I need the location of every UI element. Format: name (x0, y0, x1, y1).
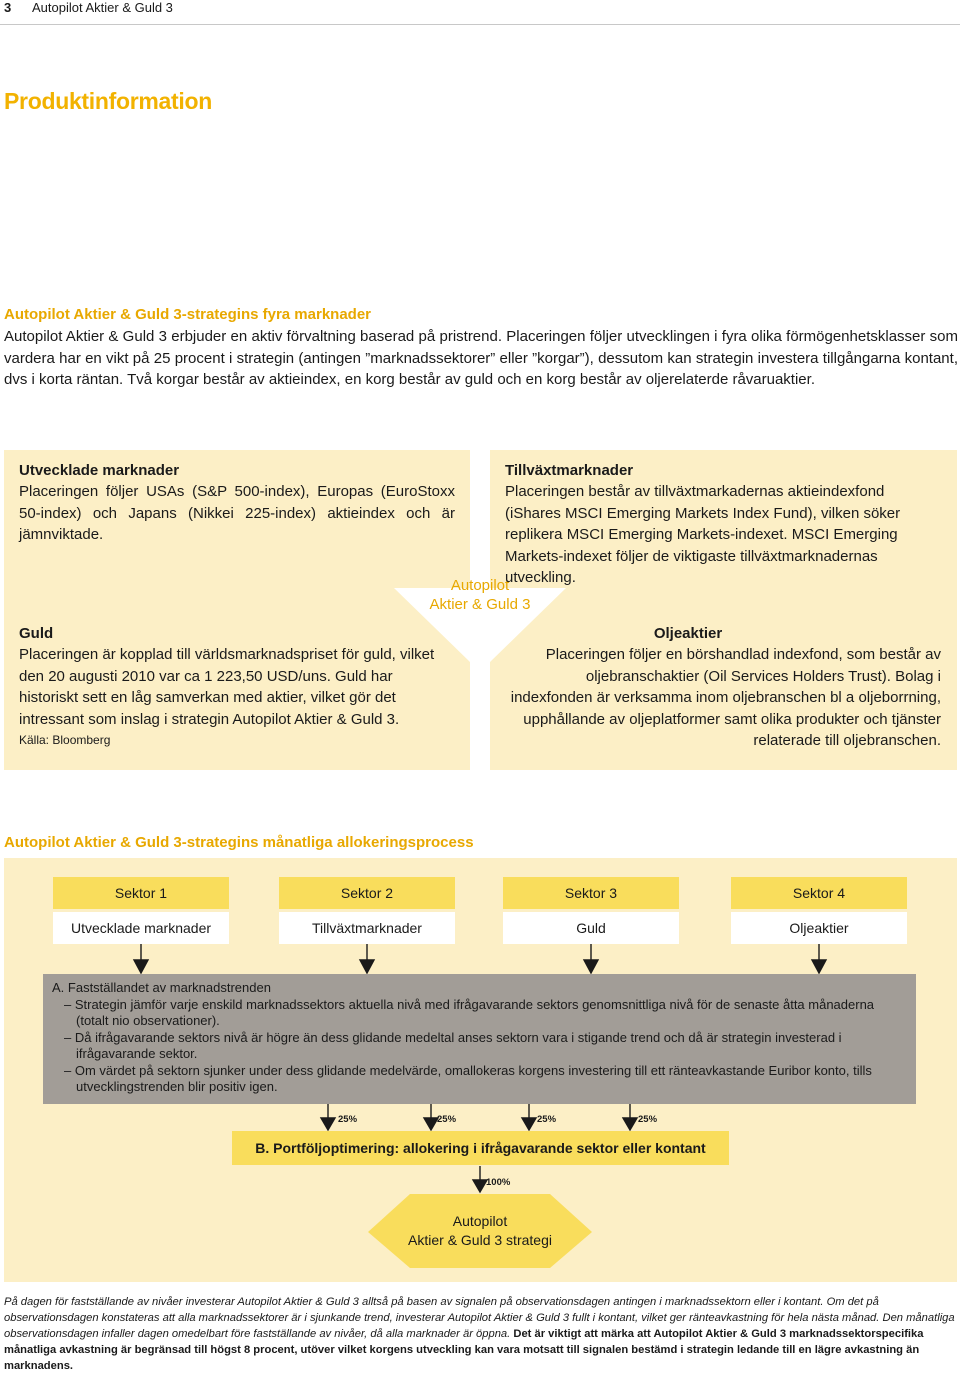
result-line-2: Aktier & Guld 3 strategi (408, 1232, 552, 1248)
market-3-label: Guld (503, 912, 679, 944)
quadrant-text: Placeringen följer en börshandlad indexfond, som består av oljebranschaktier (Oil Services Holders Trust). Bolag i indexfonden är verksamma inom oljebranschen bl a oljeborrning, upphållande av oljeplatformer samt olika produkter och tjänster relaterade till oljebranschen. (510, 646, 941, 749)
step-b-box: B. Portföljoptimering: allokering i ifrågavarande sektor eller kontant (232, 1131, 729, 1165)
section-title-markets: Autopilot Aktier & Guld 3-strategins fyra marknader (4, 306, 372, 323)
sector-1-label: Sektor 1 (53, 877, 229, 909)
arrow-down-icon (473, 1180, 487, 1192)
step-a-item-3: – Om värdet på sektorn sjunker under dess glidande medelvärde, omallokeras korgens investering till ett ränteavkastande Euribor konto, tills utvecklingstrenden blir positiv igen. (64, 1062, 872, 1094)
center-line-2: Aktier & Guld 3 (429, 596, 531, 613)
total-allocation: 100% (486, 1177, 511, 1188)
market-2-label: Tillväxtmarknader (279, 912, 455, 944)
quadrant-text: Placeringen består av tillväxtmarkadernas aktieindexfond (iShares MSCI Emerging Markets Index Fund), vilken söker replikera MSCI Emerging Markets-indexet. MSCI Emerging Markets-indexet följer de viktigaste tillväxtmarknadernas utveckling. (505, 483, 901, 586)
result-label (370, 1212, 590, 1250)
market-4-label: Oljeaktier (731, 912, 907, 944)
source-note: Källa: Bloomberg (19, 733, 111, 747)
step-a-item (43, 997, 916, 1096)
allocation-3: 25% (537, 1114, 557, 1125)
allocation-4: 25% (638, 1114, 658, 1125)
quadrant-heading: Utvecklade marknader (19, 462, 180, 479)
quadrant-emerging (505, 462, 941, 589)
step-a-item-1: – Strategin jämför varje enskild marknadssektors aktuella nivå med ifrågavarande sektors genomsnittliga nivå för de senaste åtta månaderna (totalt nio observationer). (64, 996, 875, 1028)
arrow-down-icon (812, 960, 826, 973)
result-line-1: Autopilot (452, 1213, 508, 1229)
allocation-1: 25% (338, 1114, 358, 1125)
quadrant-heading: Guld (19, 625, 54, 642)
step-a-box (43, 974, 916, 1104)
step-a-item-2: – Då ifrågavarande sektors nivå är högre än dess glidande medeltal anses sektorn vara i stigande trend och då är strategin investerad i ifrågavarande sektor. (64, 1029, 842, 1061)
intro-paragraph: Autopilot Aktier & Guld 3 erbjuder en aktiv förvaltning baserad på pristrend. Placeringen följer utvecklingen i fyra olika förmögenhetsklasser som vardera har en vikt på 25 procent i strategin (antingen ”marknadssektorer” eller ”korgar”), dessutom kan strategin investera tillgångarna kontant, dvs i korta räntan. Två korgar består av aktieindex, en korg består av guld och en korg består av oljerelaterde råvaruaktier. (4, 328, 958, 388)
footnote (4, 1294, 956, 1374)
quadrant-text: Placeringen är kopplad till världsmarknadspriset för guld, vilket den 20 augusti 2010 var ca 1 223,50 USD/uns. Guld har historiskt sett en låg samverkan med aktier, vilket gör det intressant som inslag i strategin Autopilot Aktier & Guld 3. (19, 646, 435, 728)
sector-4-label: Sektor 4 (731, 877, 907, 909)
header-title: Autopilot Aktier & Guld 3 (32, 0, 173, 15)
arrow-down-icon (321, 1118, 335, 1130)
quadrant-heading: Tillväxtmarknader (505, 462, 634, 479)
section-title-process: Autopilot Aktier & Guld 3-strategins månatliga allokeringsprocess (4, 834, 474, 851)
header-divider (0, 24, 960, 25)
footnote-bold: Det är viktigt att märka att Autopilot Aktier & Guld 3 marknadssektorspecifika månatliga avkastning är begränsad till högst 8 procent, utöver vilket korgens utveckling kan vara motsatt till signalen bestämd i strategin ledande till en lägre avkastning än marknadens. (4, 1328, 924, 1372)
arrow-down-icon (623, 1118, 637, 1130)
quadrant-developed (19, 462, 455, 546)
arrow-down-icon (424, 1118, 438, 1130)
page-title: Produktinformation (4, 88, 212, 114)
step-a-title: A. Fastställandet av marknadstrenden (52, 980, 271, 995)
center-line-1: Autopilot (450, 577, 510, 594)
footnote-text: På dagen för fastställande av nivåer investerar Autopilot Aktier & Guld 3 alltså på basen av signalen på observationsdagen antingen i marknadssektorn eller i kontant. Om det på observationsdagen konstateras att alla marknadssektorer är i sjunkande trend, investerar Autopilot Aktier & Guld 3 fullt i kontant, vilket ger ränteavkastning för hela nästa månad. Den månatliga observationsdagen infaller dagen omedelbart före fastställande av nivåer, då alla marknader är öppna. (4, 1296, 955, 1340)
arrow-down-icon (522, 1118, 536, 1130)
arrow-down-icon (134, 960, 148, 973)
market-1-label: Utvecklade marknader (53, 912, 229, 944)
sector-3-label: Sektor 3 (503, 877, 679, 909)
arrow-down-icon (360, 960, 374, 973)
quadrant-text: Placeringen följer USAs (S&P 500-index), Europas (EuroStoxx 50-index) och Japans (Nikkei 225-index) aktieindex och är jämnviktade. (19, 483, 455, 543)
quadrant-heading: Oljeaktier (653, 625, 723, 642)
sector-2-label: Sektor 2 (279, 877, 455, 909)
quadrant-oil (505, 625, 941, 752)
allocation-2: 25% (437, 1114, 457, 1125)
page-number: 3 (4, 0, 12, 15)
arrow-down-icon (584, 960, 598, 973)
quadrant-gold (19, 625, 455, 747)
